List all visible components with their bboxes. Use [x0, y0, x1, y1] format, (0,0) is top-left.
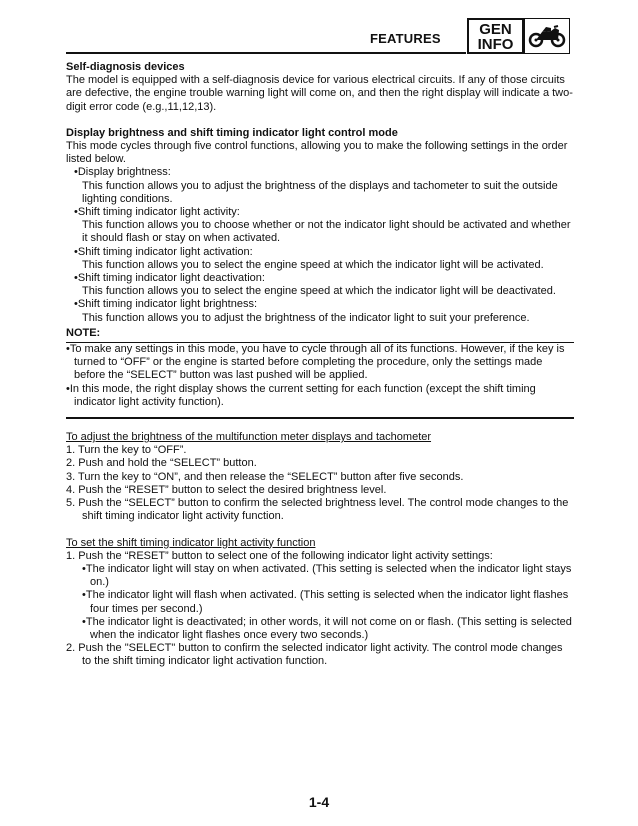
procedure-step: 2. Push the "SELECT" button to confirm the selected indicator light activity. The control mode changes to the shift timing indicator light activation function.: [66, 642, 563, 668]
mode-item-title: •Shift timing indicator light activation:: [74, 245, 253, 258]
mode-item-title: •Shift timing indicator light activity:: [74, 206, 240, 219]
self-diagnosis-heading: Self-diagnosis devices: [66, 61, 185, 73]
mode-item-desc: This function allows you to select the engine speed at which the indicator light will be activated.: [82, 258, 544, 271]
procedure-step: 3. Turn the key to “ON”, and then release the “SELECT” button after five seconds.: [66, 470, 464, 483]
note-label: NOTE:: [66, 326, 101, 339]
procedure-step: 1. Turn the key to “OFF”.: [66, 444, 187, 457]
mode-item-desc: This function allows you to choose whether or not the indicator light should be activated and whether it should flash or stay on when activated.: [82, 219, 571, 245]
badge-line-2: INFO: [477, 36, 514, 53]
page-number: 1-4: [308, 794, 330, 810]
display-mode-intro: This mode cycles through five control functions, allowing you to make the following settings in the order listed below.: [66, 140, 568, 166]
activity-option: •The indicator light will flash when activated. (This setting is selected when the indicator light flashes four times per second.): [82, 589, 569, 615]
activity-procedure-heading: To set the shift timing indicator light activity function: [66, 536, 316, 549]
brightness-procedure-heading: To adjust the brightness of the multifunction meter displays and tachometer: [66, 431, 432, 444]
page-content: [66, 61, 574, 669]
badge-line-1: GEN: [479, 21, 512, 38]
section-title: FEATURES: [370, 31, 441, 46]
activity-option: •The indicator light will stay on when activated. (This setting is selected when the indicator light stays on.): [82, 562, 572, 589]
mode-item-desc: This function allows you to select the engine speed at which the indicator light will be deactivated.: [82, 285, 556, 298]
display-mode-heading: Display brightness and shift timing indicator light control mode: [66, 126, 398, 139]
mode-item-title: •Shift timing indicator light deactivation:: [74, 272, 265, 285]
note-item: •To make any settings in this mode, you have to cycle through all of its functions. However, if the key is turned to “OFF” or the engine is started before completing the procedure, only the settings made before the “SELECT” button was last pushed will be applied.: [66, 343, 565, 382]
procedure-step: 1. Push the “RESET” button to select one of the following indicator light activity settings:: [66, 549, 493, 562]
motorcycle-icon: [524, 18, 570, 54]
procedure-step: 2. Push and hold the “SELECT” button.: [66, 457, 257, 470]
procedure-step: 4. Push the “RESET” button to select the desired brightness level.: [66, 483, 387, 496]
header-rule: [66, 52, 466, 54]
self-diagnosis-body: The model is equipped with a self-diagnosis device for various electrical circuits. If any of those circuits are defective, the engine trouble warning light will come on, and then the right display will indicate a two-digit error code (e.g.,11,12,13).: [66, 74, 573, 113]
mode-item-desc: This function allows you to adjust the brightness of the displays and tachometer to suit the outside lighting conditions.: [82, 179, 558, 205]
mode-item-title: •Shift timing indicator light brightness:: [74, 298, 258, 311]
mode-item-desc: This function allows you to adjust the brightness of the indicator light to suit your preference.: [82, 311, 530, 324]
mode-item-title: •Display brightness:: [74, 166, 171, 179]
section-badge: [467, 18, 524, 54]
note-item: •In this mode, the right display shows the current setting for each function (except the shift timing indicator light activity function).: [66, 382, 536, 408]
activity-option: •The indicator light is deactivated; in other words, it will not come on or flash. (This setting is selected when the indicator light flashes once every two seconds.): [82, 615, 572, 641]
procedure-step: 5. Push the “SELECT” button to confirm the selected brightness level. The control mode changes to the shift timing indicator light activity function.: [66, 497, 569, 523]
